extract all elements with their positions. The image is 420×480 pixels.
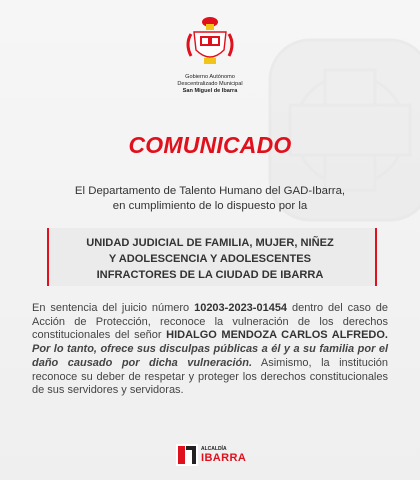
unit-line3: INFRACTORES DE LA CIUDAD DE IBARRA [96,269,324,281]
body-mid: dentro del caso de Acción de Protección, reconoce la vulneración de los derechos constitucionales del señor [32,302,388,342]
apology-text: Por lo tanto, ofrece sus disculpas públicas a él y a su familia por el daño causado por dicha vulneración. [32,343,388,369]
alcaldia-ibarra-logo [176,444,246,468]
person-name: HIDALGO MENDOZA CARLOS ALFREDO. [166,329,388,342]
page-title: COMUNICADO [128,132,292,158]
municipal-coat-of-arms-icon [184,14,236,72]
intro-line2: en cumplimiento de lo dispuesto por la [112,200,308,212]
gad-name-line1: Gobierno Autónomo [185,74,235,80]
logo-small-text: ALCALDÍA [201,446,227,452]
announcement-body [32,302,388,398]
intro-line1: El Departamento de Talento Humano del GAD-Ibarra, [74,185,346,197]
logo-big-text: IBARRA [201,452,247,464]
gad-name-line2: Descentralizado Municipal [177,81,243,87]
body-end: Asimismo, la institución reconoce su deber de respetar y proteger los derechos constitucionales de sus servidores y servidoras. [32,356,389,397]
case-number: 10203-2023-01454 [194,302,288,314]
gad-name-line3: San Miguel de Ibarra [182,88,238,94]
unit-line1: UNIDAD JUDICIAL DE FAMILIA, MUJER, NIÑEZ [86,237,334,249]
alcaldia-ibarra-logo-icon [176,444,198,466]
body-intro: En sentencia del juicio número [32,302,195,314]
unit-line2: Y ADOLESCENCIA Y ADOLESCENTES [108,253,312,265]
